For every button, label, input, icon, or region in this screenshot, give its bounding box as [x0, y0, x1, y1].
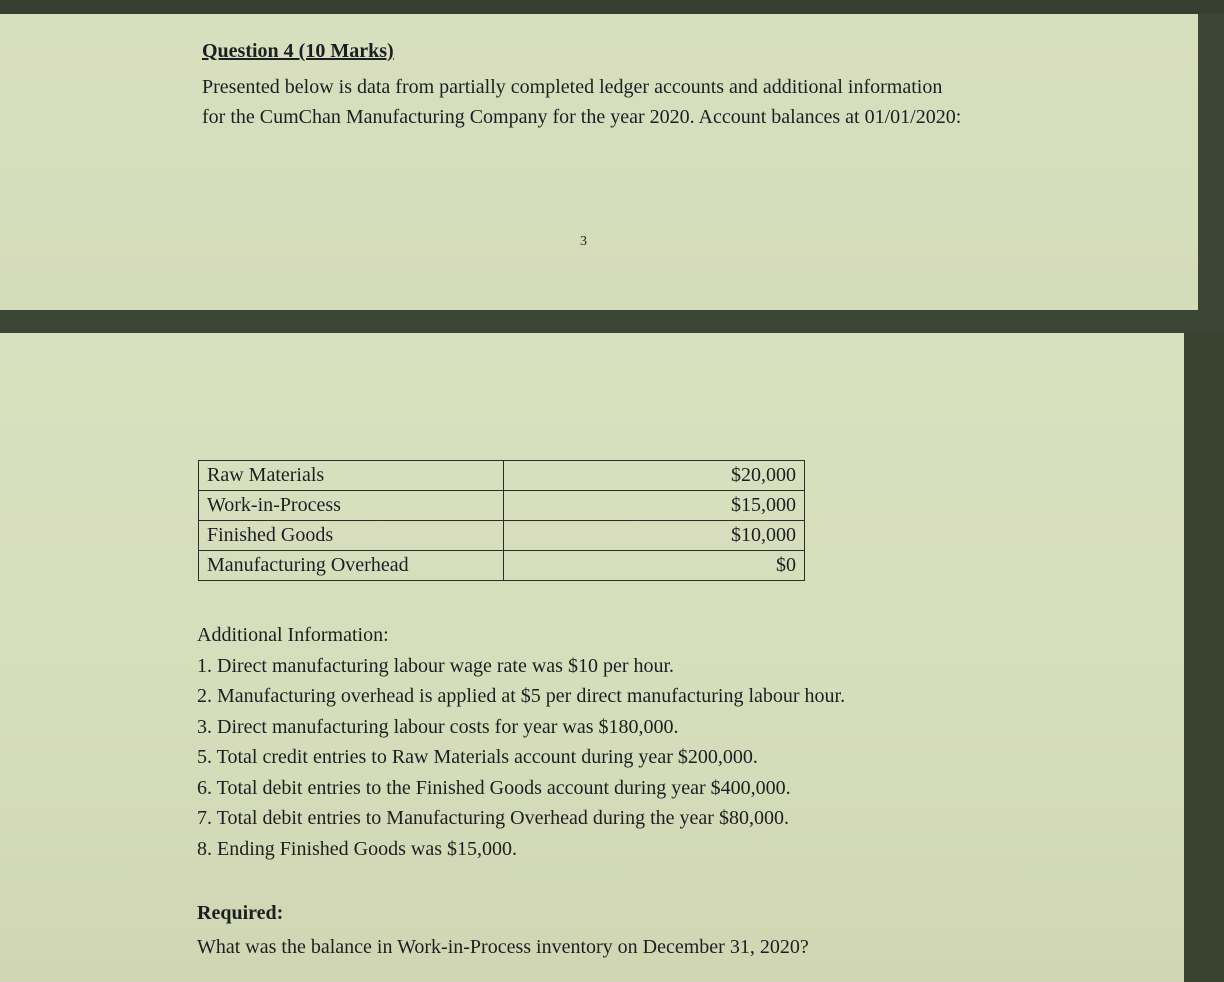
list-item: 7. Total debit entries to Manufacturing Overhead during the year $80,000. — [197, 807, 789, 829]
additional-info-list — [197, 651, 845, 865]
list-item: 8. Ending Finished Goods was $15,000. — [197, 837, 517, 860]
required-label: Required: — [197, 902, 284, 924]
question-intro: Presented below is data from partially completed ledger accounts and additional information for the CumChan Manufacturing Company for the year 2020. Account balances at 01/01/2020: — [202, 76, 962, 128]
list-item: 6. Total debit entries to the Finished Goods account during year $400,000. — [197, 776, 791, 799]
list-item: 3. Direct manufacturing labour costs for year was $180,000. — [197, 715, 679, 738]
table-row — [199, 521, 805, 551]
account-name: Raw Materials — [199, 461, 504, 491]
account-balance: $0 — [504, 551, 805, 581]
screen-top-bezel — [0, 0, 1224, 14]
account-balance: $15,000 — [504, 491, 805, 521]
list-item: 5. Total credit entries to Raw Materials account during year $200,000. — [197, 746, 758, 768]
account-name: Manufacturing Overhead — [199, 551, 504, 581]
screen-right-bezel — [1184, 333, 1224, 982]
account-balances-table — [198, 460, 805, 581]
table-row — [199, 551, 805, 581]
page-one — [0, 14, 1198, 310]
account-name: Finished Goods — [199, 521, 504, 551]
account-balance: $20,000 — [504, 461, 805, 491]
page-number: 3 — [580, 234, 587, 249]
account-balance: $10,000 — [504, 521, 805, 551]
required-question: What was the balance in Work-in-Process inventory on December 31, 2020? — [197, 936, 809, 958]
list-item: 2. Manufacturing overhead is applied at $5 per direct manufacturing labour hour. — [197, 685, 846, 707]
table-row — [199, 461, 805, 491]
required-section — [197, 896, 809, 964]
additional-information — [197, 620, 845, 864]
account-name: Work-in-Process — [199, 491, 504, 521]
table-row — [199, 491, 805, 521]
list-item: 1. Direct manufacturing labour wage rate was $10 per hour. — [197, 654, 675, 677]
question-title: Question 4 (10 Marks) — [202, 40, 394, 62]
additional-info-heading: Additional Information: — [197, 624, 389, 646]
